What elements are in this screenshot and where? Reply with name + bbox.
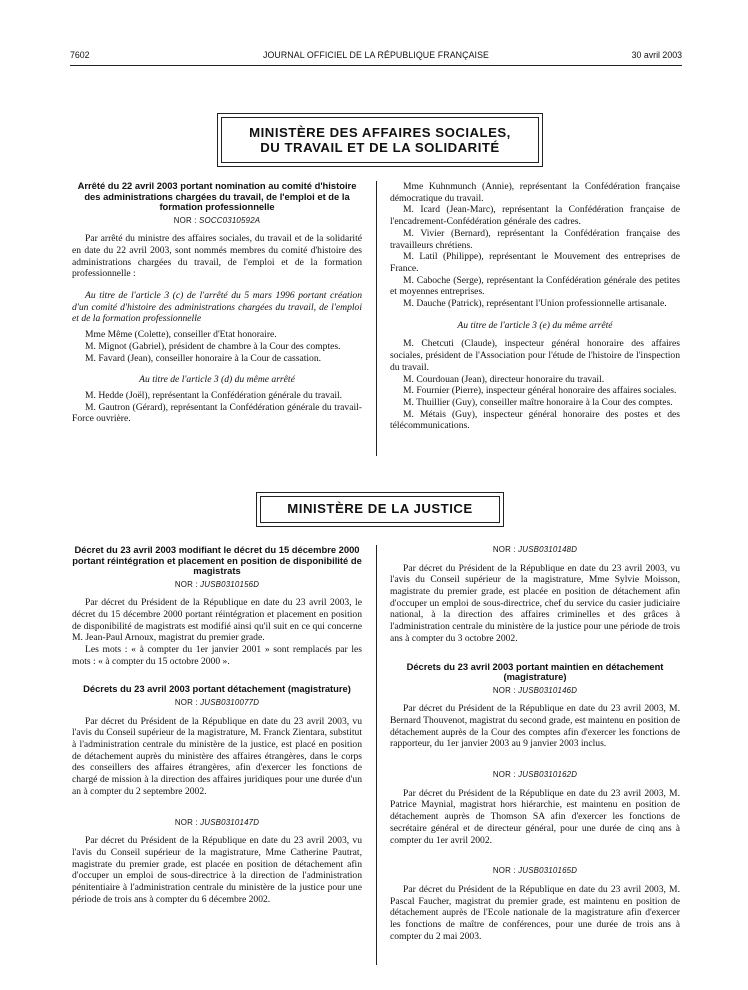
column-divider-bottom: [376, 545, 377, 965]
arrete-column-left: [72, 181, 362, 425]
maintien-nor: NOR : JUSB0310165D: [492, 866, 578, 876]
member-entry: M. Courdouan (Jean), directeur honoraire du travail.: [403, 373, 605, 385]
member-entry: M. Vivier (Bernard), représentant la Confédération française des travailleurs chrétiens.: [390, 227, 680, 251]
decret-title: Décret du 23 avril 2003 modifiant le décret du 15 décembre 2000 portant réintégration et placement en position de disponibilité de magistrats: [72, 544, 362, 577]
decret-paragraph: Les mots : « à compter du 1er janvier 2001 » sont remplacés par les mots : « à compter du 15 octobre 2000 ».: [72, 644, 362, 667]
member-entry: M. Chetcuti (Claude), inspecteur général honoraire des affaires sociales, président de l'Association pour l'étude de l'histoire de l'inspection du travail.: [390, 338, 680, 373]
member-entry: M. Hedde (Joël), représentant la Confédération générale du travail.: [85, 389, 343, 401]
detachement-paragraph: Par décret du Président de la République en date du 23 avril 2003, vu l'avis du Conseil supérieur de la magistrature, M. Franck Zientara, substitut à l'administration centrale du ministère de la justice, est placé en position de détachement auprès du ministère des affaires étrangères, dans le corps des conseillers des affaires étrangères, afin d'exercer les fonctions de chargé de mission à la direction des affaires juridiques pour une durée d'un an à compter du 2 septembre 2002.: [72, 715, 362, 797]
justice-column-right: [390, 545, 680, 942]
member-entry: M. Dauche (Patrick), représentant l'Union professionnelle artisanale.: [403, 298, 667, 310]
member-entry: M. Caboche (Serge), représentant la Confédération générale des petites et moyennes entreprises.: [390, 274, 680, 298]
detachement-title: Décrets du 23 avril 2003 portant détachement (magistrature): [83, 683, 351, 695]
heading-article-3c: Au titre de l'article 3 (c) de l'arrêté du 5 mars 1996 portant création d'un comité d'histoire des administrations chargées du travail, de l'emploi et de la formation professionnelle: [72, 290, 362, 325]
journal-title: JOURNAL OFFICIEL DE LA RÉPUBLIQUE FRANÇAISE: [262, 50, 490, 60]
page-header: [70, 50, 682, 64]
detachement-paragraph: Par décret du Président de la République en date du 23 avril 2003, vu l'avis du Conseil supérieur de la magistrature, Mme Sylvie Moisson, magistrate du premier grade, est placée en position de détachement afin d'occuper un emploi de sous-directrice, chef du service du casier judiciaire national, à la direction des affaires criminelles et des grâces à l'administration centrale du ministère de la justice pour une période de trois ans à compter du 3 octobre 2002.: [390, 562, 680, 644]
ministry-title: MINISTÈRE DE LA JUSTICE: [287, 501, 473, 517]
ministry-box-justice: [256, 492, 504, 527]
maintien-paragraph: Par décret du Président de la République en date du 23 avril 2003, M. Bernard Thouvenot, magistrat du second grade, est maintenu en position de détachement auprès de la Cour des comptes afin d'exercer les fonctions de rapporteur, du 1er janvier 2003 au 9 janvier 2003 inclus.: [390, 703, 680, 750]
detachement-nor: NOR : JUSB0310148D: [492, 545, 578, 554]
member-entry: M. Favard (Jean), conseiller honoraire à la Cour de cassation.: [85, 352, 322, 364]
maintien-nor: NOR : JUSB0310146D: [492, 685, 578, 695]
decret-nor: NOR : JUSB0310156D: [174, 579, 260, 589]
member-entry: M. Métais (Guy), inspecteur général honoraire des postes et des télécommunications.: [390, 408, 680, 432]
maintien-paragraph: Par décret du Président de la République en date du 23 avril 2003, M. Patrice Maynial, magistrat hors hiérarchie, est maintenu en position de détachement auprès de Thomson SA afin d'exercer les fonctions de secrétaire général et de directeur général, pour une durée de cinq ans à compter du 1er avril 2002.: [390, 787, 680, 846]
page-number: 7602: [70, 50, 90, 60]
detachement-nor: NOR : JUSB0310077D: [174, 697, 260, 707]
detachement-nor: NOR : JUSB0310147D: [174, 817, 260, 827]
arrete-nor: NOR : SOCC0310592A: [173, 215, 261, 225]
arrete-column-right: [390, 181, 680, 432]
heading-article-3e: Au titre de l'article 3 (e) du même arrêté: [457, 319, 613, 331]
justice-column-left: [72, 545, 362, 905]
ministry-title-line1: MINISTÈRE DES AFFAIRES SOCIALES,: [249, 124, 511, 140]
column-divider-top: [376, 181, 377, 456]
detachement-paragraph: Par décret du Président de la République en date du 23 avril 2003, vu l'avis du Conseil supérieur de la magistrature, Mme Catherine Pautrat, magistrate du premier grade, est placée en position de détachement afin d'occuper un emploi de sous-directrice à la direction de l'administration pénitentiaire à l'administration centrale du ministère de la justice pour une période de trois ans à compter du 6 décembre 2002.: [72, 835, 362, 905]
heading-article-3d: Au titre de l'article 3 (d) du même arrêté: [139, 374, 295, 386]
member-entry: Mme Même (Colette), conseiller d'Etat honoraire.: [85, 329, 277, 341]
member-entry: M. Mignot (Gabriel), président de chambre à la Cour des comptes.: [85, 340, 341, 352]
arrete-intro: Par arrêté du ministre des affaires sociales, du travail et de la solidarité en date du 22 avril 2003, sont nommés membres du comité d'histoire des administrations chargées du travail, de l'emploi et de la formation professionnelle :: [72, 233, 362, 280]
member-entry: Mme Kuhnmunch (Annie), représentant la Confédération française démocratique du travail.: [390, 181, 680, 204]
member-entry: M. Thuillier (Guy), conseiller maître honoraire à la Cour des comptes.: [403, 396, 673, 408]
member-entry: M. Latil (Philippe), représentant le Mouvement des entreprises de France.: [390, 251, 680, 274]
ministry-title-line2: DU TRAVAIL ET DE LA SOLIDARITÉ: [260, 140, 500, 155]
ministry-box-social-affairs: [217, 113, 543, 167]
maintien-nor: NOR : JUSB0310162D: [492, 770, 578, 780]
header-rule: [70, 65, 682, 66]
decret-paragraph: Par décret du Président de la République en date du 23 avril 2003, le décret du 15 décembre 2000 portant réintégration et placement en position de disponibilité de magistrats est modifié ainsi qu'il suit en ce qui concerne M. Jean-Paul Arnoux, magistrat du premier grade.: [72, 597, 362, 644]
member-entry: M. Gautron (Gérard), représentant la Confédération générale du travail-Force ouvrière.: [72, 401, 362, 425]
arrete-title: Arrêté du 22 avril 2003 portant nomination au comité d'histoire des administrations chargées du travail, de l'emploi et de la formation professionnelle: [77, 180, 357, 213]
maintien-paragraph: Par décret du Président de la République en date du 23 avril 2003, M. Pascal Faucher, magistrat du premier grade, est maintenu en position de détachement auprès de l'Ecole nationale de la magistrature afin d'exercer les fonctions de maître de conférences, pour une durée de trois ans à compter du 2 mai 2003.: [390, 883, 680, 942]
maintien-title: Décrets du 23 avril 2003 portant maintien en détachement (magistrature): [406, 660, 664, 683]
issue-date: 30 avril 2003: [631, 50, 682, 60]
member-entry: M. Fournier (Pierre), inspecteur général honoraire des affaires sociales.: [403, 385, 677, 397]
member-entry: M. Icard (Jean-Marc), représentant la Confédération française de l'encadrement-Confédération générale des cadres.: [390, 204, 680, 228]
